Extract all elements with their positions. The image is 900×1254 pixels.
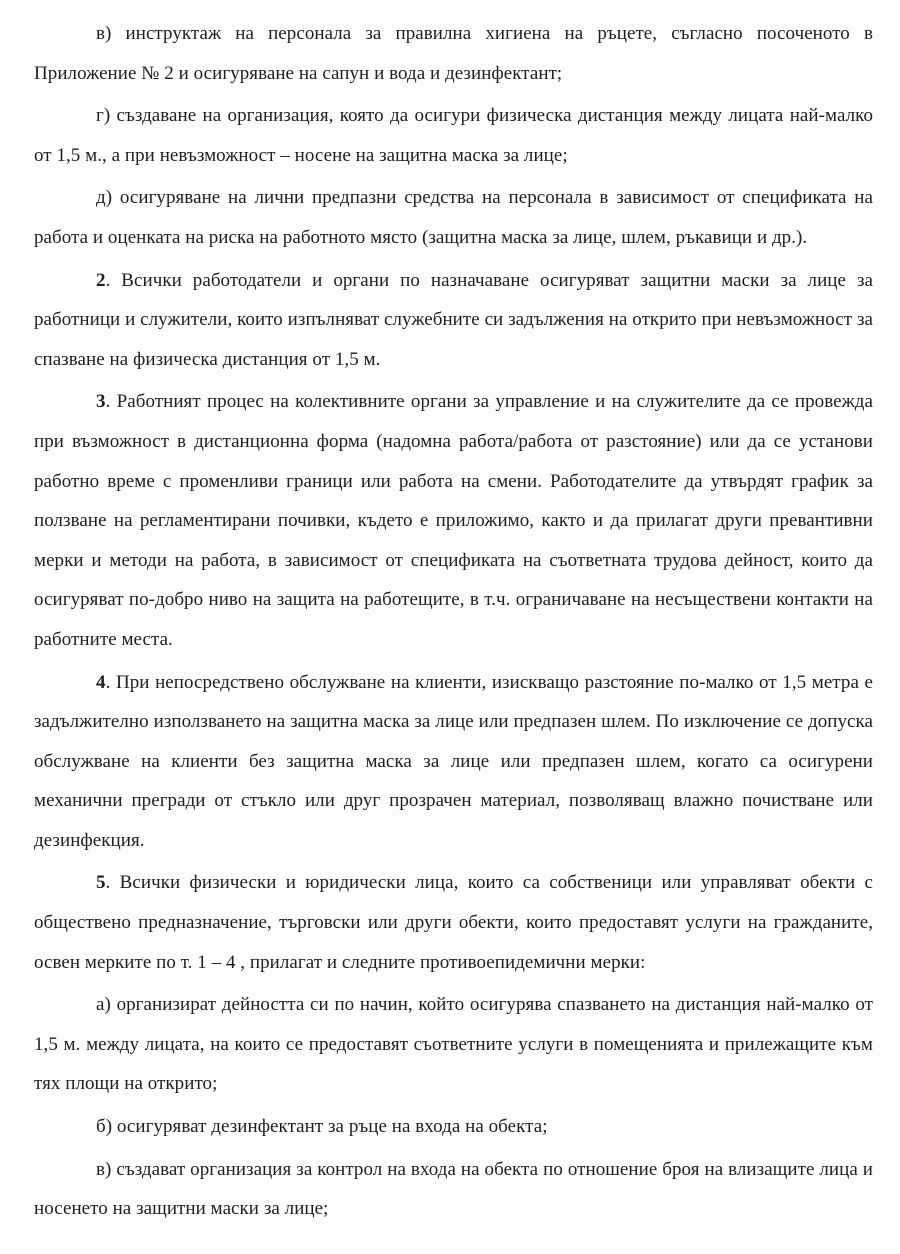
paragraph-2-employers-masks (34, 261, 873, 380)
paragraph-text: б) осигуряват дезинфектант за ръце на входа на обекта; (96, 1116, 548, 1138)
paragraph-3-remote-work (34, 382, 873, 659)
paragraph-text: в) създават организация за контрол на входа на обекта по отношение броя на влизащите лица и носенето на защитни маски за лице; (34, 1158, 873, 1220)
paragraph-v-entrance-control (34, 1150, 873, 1229)
paragraph-number: 5 (96, 872, 106, 894)
paragraph-5-public-sites (34, 863, 873, 982)
paragraph-number: 2 (96, 269, 106, 291)
paragraph-a-organize-distance (34, 985, 873, 1104)
paragraph-text: д) осигуряване на лични предпазни средства на персонала в зависимост от спецификата на работа и оценката на риска на работното място (защитна маска за лице, шлем, ръкавици и др.). (34, 187, 873, 248)
paragraph-text: а) организират дейността си по начин, който осигурява спазването на дистанция най-малко от 1,5 м. между лицата, на които се предоставят съответните услуги в помещенията и прилежащите към тях площи на открито; (34, 994, 873, 1095)
paragraph-text: г) създаване на организация, която да осигури физическа дистанция между лицата най-малко от 1,5 м., а при невъзможност – носене на защитна маска за лице; (34, 105, 873, 166)
paragraph-text: в) инструктаж на персонала за правилна хигиена на ръцете, съгласно посоченото в Приложение № 2 и осигуряване на сапун и вода и дезинфектант; (34, 23, 873, 84)
paragraph-text: . Всички физически и юридически лица, които са собственици или управляват обекти с обществено предназначение, търговски или други обекти, които предоставят услуги на гражданите, освен мерките по т. 1 – 4 , прилагат и следните противоепидемични мерки: (34, 872, 873, 973)
paragraph-d-protective-equipment (34, 178, 873, 257)
paragraph-b-disinfectant (34, 1107, 873, 1147)
paragraph-number: 4 (96, 671, 106, 693)
paragraph-text: . Всички работодатели и органи по назначаване осигуряват защитни маски за лице за работници и служители, които изпълняват служебните си задължения на открито при невъзможност за спазване на физическа дистанция от 1,5 м. (34, 269, 873, 370)
paragraph-g-physical-distance (34, 96, 873, 175)
paragraph-v-hand-hygiene (34, 14, 873, 93)
paragraph-text: . При непосредствено обслужване на клиенти, изискващо разстояние по-малко от 1,5 метра е задължително използването на защитна маска за лице или предпазен шлем. По изключение се допуска обслужване на клиенти без защитна маска за лице или предпазен шлем, когато са осигурени механични прегради от стъкло или друг прозрачен материал, позволяващ влажно почистване или дезинфекция. (34, 671, 873, 851)
paragraph-text: . Работният процес на колективните органи за управление и на служителите да се провежда при възможност в дистанционна форма (надомна работа/работа от разстояние) или да се установи работно време с променливи граници или работа на смени. Работодателите да утвърдят график за ползване на регламентирани почивки, където е приложимо, както и да прилагат други превантивни мерки и методи на работа, в зависимост от спецификата на съответната трудова дейност, които да осигуряват по-добро ниво на защита на работещите, в т.ч. ограничаване на несъществени контакти на работните места. (34, 391, 873, 650)
paragraph-4-client-service (34, 663, 873, 861)
paragraph-number: 3 (96, 391, 106, 413)
